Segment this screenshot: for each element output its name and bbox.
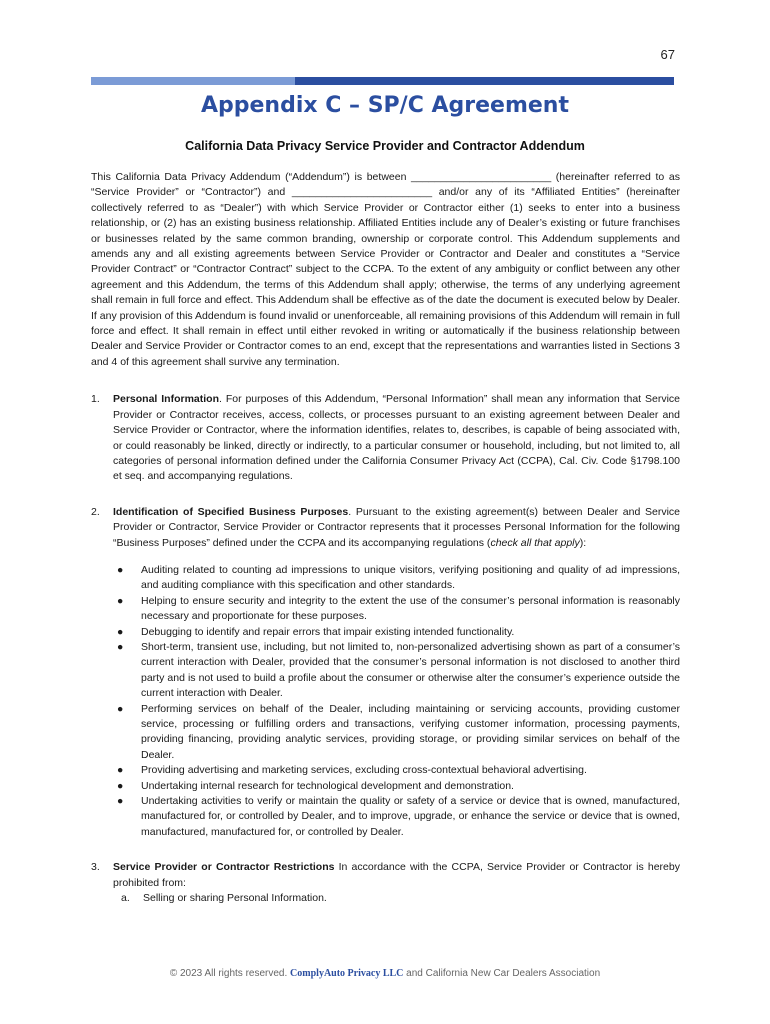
footer-copyright: © 2023 All rights reserved. — [169, 968, 288, 979]
section-heading: Service Provider or Contractor Restrictions — [113, 861, 335, 874]
section-number: 2. — [91, 505, 100, 518]
section-text: In accordance with the CCPA, Service Provider or Contractor is hereby prohibited from: — [113, 861, 680, 889]
list-item — [113, 763, 680, 778]
list-item — [113, 625, 680, 640]
bullet-icon: ● — [117, 795, 124, 808]
section-business-purposes — [91, 505, 680, 841]
bullet-icon: ● — [117, 702, 124, 715]
list-item — [113, 779, 680, 794]
section-body — [113, 392, 680, 484]
bullet-icon: ● — [117, 640, 124, 653]
section-heading: Personal Information — [113, 393, 219, 406]
header-accent-bar — [91, 77, 674, 85]
sub-item-letter: a. — [121, 892, 130, 905]
footer-suffix: and California New Car Dealers Association — [406, 968, 601, 979]
page-footer — [0, 968, 770, 979]
section-italic-note: check all that apply — [490, 536, 580, 549]
intro-paragraph: This California Data Privacy Addendum (“Addendum”) is between ________________________ (hereinafter referred to as “Service Provider” or “Contractor”) and ________________________ and/or any of its “Affiliated Entities” (hereinafter collectively referred to as “Dealer”) with which Service Provider or Contractor either (1) seeks to enter into a business relationship, or (2) has an existing business relationship. Affiliated Entities include any of Dealer’s existing or future franchises or businesses related by the same common branding, ownership or corporate control. This Addendum supplements and amends any and all existing agreements between Service Provider or Contractor and Dealer and constitutes a “Service Provider Contract” or “Contractor Contract” subject to the CCPA. To the extent of any ambiguity or conflict between any other agreement and this Addendum, the terms of this Addendum shall apply; otherwise, the terms of any underlying agreement shall remain in full force and effect. This Addendum shall be effective as of the date the document is executed below by Dealer. If any provision of this Addendum is found invalid or unenforceable, all remaining provisions of this Addendum will remain in full force and effect. It shall remain in effect until either revoked in writing or automatically if the business relationship between Dealer and Service Provider or Contractor comes to an end, except that the representations and warranties listed in Sections 3 and 4 of this agreement shall survive any termination. — [91, 171, 680, 368]
list-item-text: Undertaking activities to verify or maintain the quality or safety of a service or device that is owned, manufactured, manufactured for, or controlled by Dealer, and to improve, upgrade, or enhance the service or device that is owned, manufactured, manufactured for, or controlled by Dealer. — [141, 795, 680, 838]
list-item-text: Auditing related to counting ad impressions to unique visitors, verifying positioning and quality of ad impressions, and auditing compliance with this specification and other standards. — [141, 563, 680, 592]
header-bar-dark — [295, 77, 674, 85]
section-personal-information — [91, 392, 680, 484]
section-restrictions — [91, 860, 680, 906]
section-body — [113, 505, 680, 841]
bullet-icon: ● — [117, 625, 124, 638]
business-purposes-list — [113, 563, 680, 840]
section-text-end: ): — [579, 536, 587, 549]
sub-item — [113, 891, 680, 906]
sub-item-text: Selling or sharing Personal Information. — [143, 892, 327, 905]
list-item — [113, 563, 680, 594]
bullet-icon: ● — [117, 779, 124, 792]
section-heading: Identification of Specified Business Purposes — [113, 505, 349, 518]
list-item-text: Performing services on behalf of the Dealer, including maintaining or servicing accounts, providing customer service, processing or fulfilling orders and transactions, verifying customer information, processing payments, providing financing, providing analytic services, providing storage, or providing similar services on behalf of the Dealer. — [141, 702, 680, 761]
list-item-text: Undertaking internal research for technological development and demonstration. — [141, 779, 514, 792]
section-text: . For purposes of this Addendum, “Personal Information” shall mean any information that Service Provider or Contractor receives, access, collects, or processes pursuant to an existing agreement between Dealer and Service Provider or Contractor, where the information identifies, relates to, describes, is capable of being associated with, or could reasonably be linked, directly or indirectly, to a particular consumer or household, including, but not limited to, all categories of personal information defined under the California Consumer Privacy Act (CCPA), Cal. Civ. Code §1798.100 et seq. and accompanying regulations. — [113, 393, 680, 483]
footer-brand: ComplyAuto Privacy LLC — [290, 968, 404, 979]
list-item-text: Helping to ensure security and integrity to the extent the use of the consumer’s personal information is reasonably necessary and proportionate for these purposes. — [141, 594, 680, 623]
list-item — [113, 794, 680, 840]
list-item-text: Providing advertising and marketing services, excluding cross-contextual behavioral advertising. — [141, 764, 587, 777]
list-item — [113, 594, 680, 625]
section-number: 3. — [91, 861, 100, 874]
list-item-text: Debugging to identify and repair errors that impair existing intended functionality. — [141, 625, 515, 638]
section-text: . Pursuant to the existing agreement(s) between Dealer and Service Provider or Contractor, Service Provider or Contractor represents that it processes Personal Information for the following “Business Purposes” defined under the CCPA and its accompanying regulations ( — [113, 505, 680, 549]
section-number: 1. — [91, 393, 100, 406]
document-body — [91, 170, 680, 926]
bullet-icon: ● — [117, 594, 124, 607]
section-body — [113, 860, 680, 906]
bullet-icon: ● — [117, 764, 124, 777]
page-title: Appendix C – SP/C Agreement — [200, 93, 569, 118]
list-item-text: Short-term, transient use, including, but not limited to, non-personalized advertising shown as part of a consumer’s current interaction with Dealer, provided that the consumer’s personal information is not disclosed to another third party and is not used to build a profile about the consumer or otherwise alter the consumer’s experience outside the current interaction with Dealer. — [141, 640, 680, 700]
bullet-icon: ● — [117, 563, 124, 576]
page-subtitle: California Data Privacy Service Provider and Contractor Addendum — [185, 139, 585, 153]
header-bar-light — [91, 77, 295, 85]
list-item — [113, 640, 680, 702]
list-item — [113, 702, 680, 764]
page-number: 67 — [660, 47, 675, 62]
